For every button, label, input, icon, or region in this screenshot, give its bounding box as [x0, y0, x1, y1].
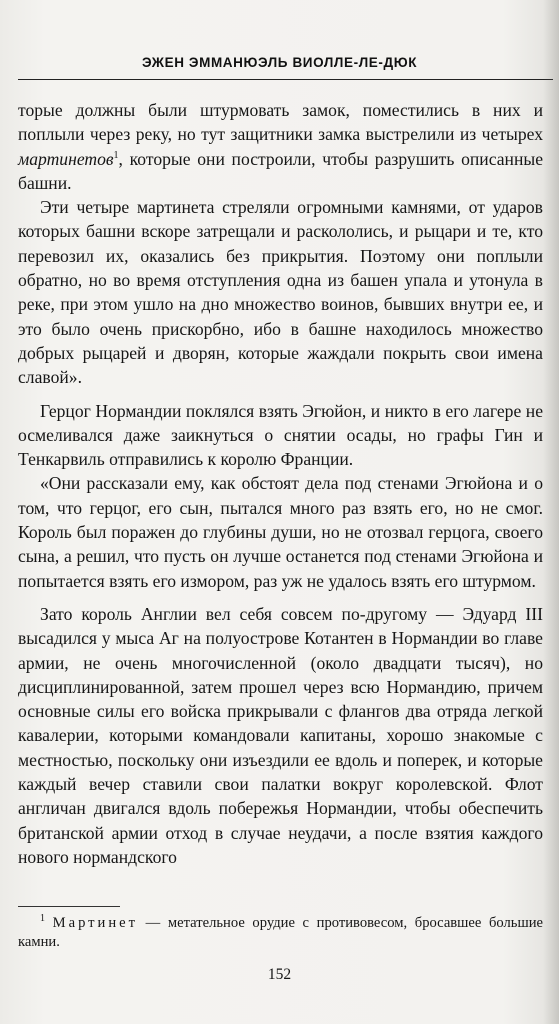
page-number: 152 [267, 966, 292, 983]
footnote-1 [18, 914, 543, 952]
page-edge-shadow [543, 0, 559, 1024]
paragraph-1-part-a: торые должны были штурмовать замок, поместились в них и поплыли через реку, но тут защитники замка выстрелили из четырех [18, 100, 543, 145]
header-rule [18, 79, 553, 80]
footnote-text: — метательное орудие с противовесом, бросавшее большие камни. [18, 915, 543, 950]
term-martinet-italic: мартинетов [18, 148, 114, 169]
footnote-rule [18, 906, 120, 907]
running-head-title: ЭЖЕН ЭММАНЮЭЛЬ ВИОЛЛЕ-ЛЕ-ДЮК [141, 55, 418, 70]
footnote-marker: 1 [40, 913, 45, 925]
footnote [18, 914, 543, 952]
paragraph-2: Эти четыре мартинета стреляли огромными камнями, от ударов которых башни вскоре затрещали и раскололись, и рыцари и те, кто перевозил их, оказались без прикрытия. Поэтому они поплыли обратно, но во время отступления одна из башен упала и утонула в реке, при этом ушло на дно множество воинов, бывших внутри ее, и это было очень прискорбно, ибо в башне находилось множество добрых рыцарей и дворян, которые жаждали покрыть свои имена славой». [18, 197, 543, 388]
paragraph-3: Герцог Нормандии поклялся взять Эгюйон, и никто в его лагере не осмеливался даже заикнуться о снятии осады, но графы Гин и Тенкарвиль отправились к королю Франции. [18, 400, 543, 470]
main-text [18, 98, 543, 869]
paragraph-5: Зато король Англии вел себя совсем по-другому — Эдуард III высадился у мыса Аг на полуострове Котантен в Нормандии во главе армии, не очень многочисленной (около двадцати тысяч), но дисциплинированной, затем прошел через всю Нормандию, причем основные силы его войска прикрывали с флангов два отряда легкой кавалерии, которыми командовали капитаны, хорошо знакомые с местностью, поскольку они изъездили ее вдоль и поперек, и которые каждый вечер ставили свои палатки вокруг королевской. Флот англичан двигался вдоль побережья Нормандии, чтобы обеспечить британской армии отход в случае неудачи, а после взятия каждого нового нормандского [18, 603, 543, 867]
footnote-term: Мартинет [52, 915, 139, 931]
footnote-reference[interactable]: 1 [113, 149, 119, 161]
paragraph-4: «Они рассказали ему, как обстоят дела под стенами Эгюйона и о том, что герцог, его сын, пытался много раз взять его, но не смог. Король был поражен до глубины души, но не отозвал герцога, своего сына, а решил, что пусть он лучше останется под стенами Эгюйона и попытается взять его измором, раз уж не удалось взять его штурмом. [18, 473, 543, 591]
paragraph-1-part-b: , которые они построили, чтобы разрушить описанные башни. [18, 148, 543, 193]
paragraph-1 [18, 98, 543, 195]
